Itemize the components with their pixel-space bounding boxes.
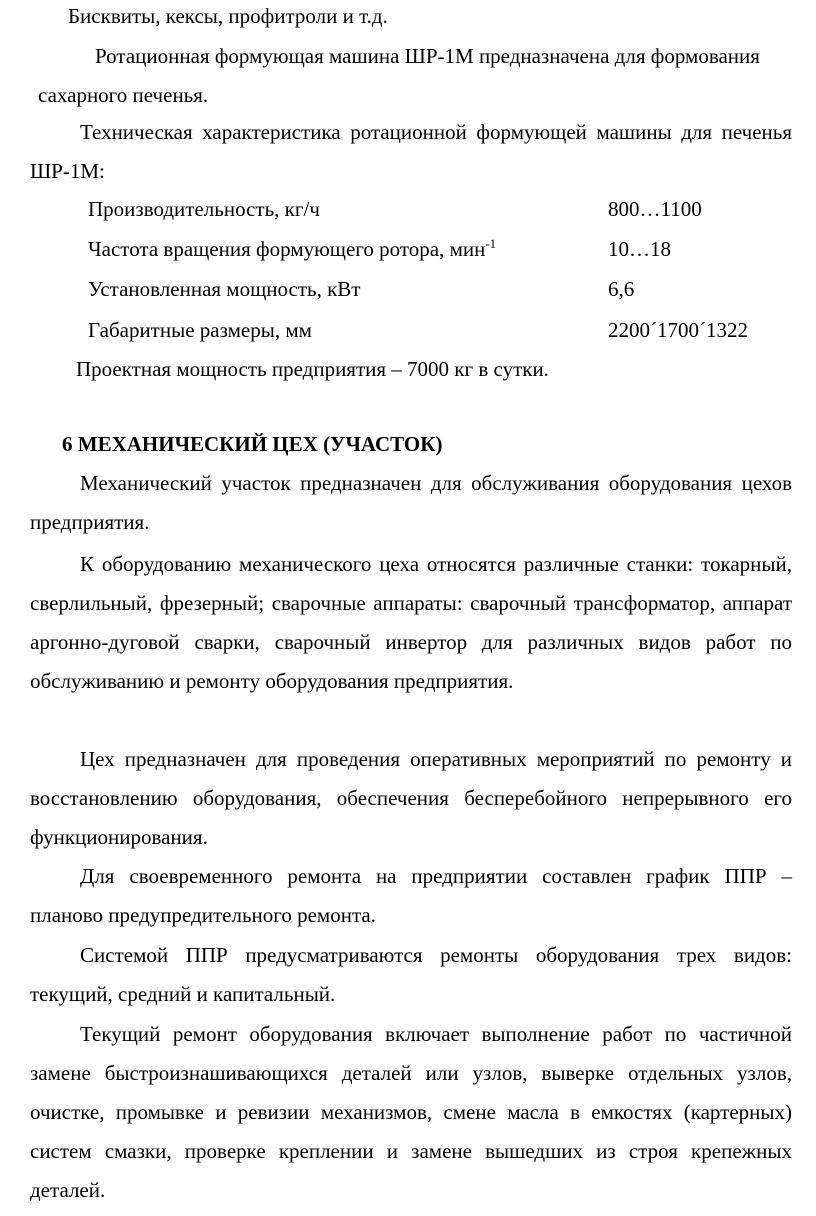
section-heading: 6 МЕХАНИЧЕСКИЙ ЦЕХ (УЧАСТОК) [62,432,443,456]
spec-label: Производительность, кг/ч [88,197,320,221]
spec-row-dimensions [88,311,788,351]
paragraph-5: Системой ППР предусматриваются ремонты оборудования трех видов: текущий, средний и капитальный. [30,943,792,1006]
spec-row-power [88,270,788,310]
spec-label: Частота вращения формующего ротора, мин [88,237,486,261]
capacity-line: Проектная мощность предприятия – 7000 кг в сутки. [76,357,549,381]
spec-value: 2200´1700´1322 [608,318,748,342]
intro-line-1: Ротационная формующая машина ШР-1М предназначена для формования [95,44,760,68]
paragraph-6: Текущий ремонт оборудования включает выполнение работ по частичной замене быстроизнашивающихся деталей или узлов, выверке отдельных узлов, очистке, промывке и ревизии механизмов, смене масла в емкостях (картерных) систем смазки, проверке креплении и замене вышедших из строя крепежных деталей. [30,1022,792,1202]
spec-intro: Техническая характеристика ротационной формующей машины для печенья ШР-1М: [30,120,792,183]
top-line: Бисквиты, кексы, профитроли и т.д. [68,4,388,28]
paragraph-3: Цех предназначен для проведения оперативных мероприятий по ремонту и восстановлению оборудования, обеспечения бесперебойного непрерывного его функционирования. [30,747,792,849]
paragraph-1: Механический участок предназначен для обслуживания оборудования цехов предприятия. [30,471,792,534]
spec-value: 6,6 [608,277,635,301]
spec-label: Установленная мощность, кВт [88,277,361,301]
spec-label: Габаритные размеры, мм [88,318,312,342]
intro-line-2: сахарного печенья. [38,83,209,107]
paragraph-4: Для своевременного ремонта на предприятии составлен график ППР – планово предупредительного ремонта. [30,864,792,927]
spec-row-productivity [88,190,788,230]
paragraph-2: К оборудованию механического цеха относятся различные станки: токарный, сверлильный, фрезерный; сварочные аппараты: сварочный трансформатор, аппарат аргонно-дуговой сварки, сварочный инвертор для различных видов работ по обслуживанию и ремонту оборудования предприятия. [30,552,792,693]
spec-value: 800…1100 [608,197,702,221]
spec-row-rotor-speed [88,230,788,270]
spec-label-superscript: -1 [485,236,497,251]
spec-value: 10…18 [608,237,671,261]
